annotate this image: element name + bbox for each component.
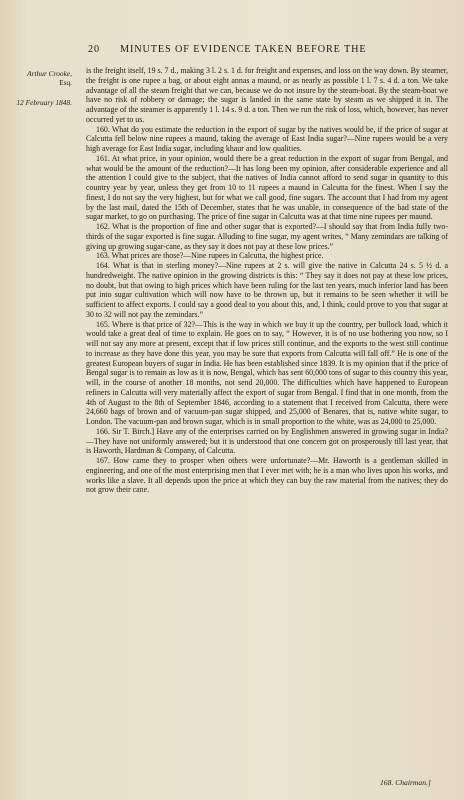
body-text (86, 66, 448, 495)
page-number: 20 (88, 44, 100, 55)
paragraph-166: 166. Sir T. Birch.] Have any of the enterprises carried on by Englishmen answered in growing sugar in India?—They have not uniformly answered; but it is understood that one concern got on prosperously till last year, that is Haworth, Hardman & Company, of Calcutta. (86, 426, 448, 456)
margin-witness-title: Esq. (59, 78, 72, 87)
margin-date: 12 February 1848. (16, 98, 72, 107)
paragraph-162: 162. What is the proportion of fine and other sugar that is exported?—I should say that from India fully two-thirds of the sugar exported is fine sugar. Alluding to fine sugar, my agent writes, “ Many zemindars are talking of giving up growing sugar-cane, as they say it does not pay at these low prices.” (86, 222, 448, 251)
paragraph-163: 163. What prices are those?—Nine rupees in Calcutta, the highest price. (96, 251, 324, 261)
paragraph-167: 167. How came they to prosper when others were unfortunate?—Mr. Haworth is a gentleman skilled in engineering, and one of the most enterprising men that I ever met with; he is a man who lives upon his works, and works like a slave. It all depends upon the price at which they can buy the raw material from the natives; they do not grow their cane. (86, 456, 448, 495)
paragraph-160: 160. What do you estimate the reduction in the export of sugar by the natives would be, if the price of sugar at Calcutta fell below nine rupees a maund, taking the average of East India sugar?—Nine rupees would be a very high average for East India sugar, including khaur and low qualities. (86, 124, 448, 153)
paragraph-165: 165. Where is that price of 32?—This is the way in which we buy it up the country, per bullock load, which it would take a great deal of time to explain. He goes on to say, “ However, it is of no use bothering you now, so I will not say any more at present, except that if low prices still continue, and the exports to the west still continue to increase as they have done this year, you may be sure that exports from Calcutta will fall off.” He is one of the greatest European buyers of sugar in India. He has been established since 1839. It is my opinion that if the price of Bengal sugar is to remain as low as it is now, Bengal, which has sent 60,000 tons of sugar to this country this year, will, in the course of another 18 months, not send 20,000. The difficulties which have happened to European refiners in Calcutta will very materially affect the export of sugar from Bengal. I find that in one month, from the 4th of August to the 8th of September 1846, according to a statement that I received from Calcutta, there were 24,660 bags of brown and of vacuum-pan sugar shipped, and 25,000 of Benares, that is, native white sugar, to London. The vacuum-pan and brown sugar, which is in small proportion to the white, was as 24,000 to 25,000. (86, 319, 448, 426)
catchword: 168. Chairman.] (380, 778, 431, 787)
page-header (0, 44, 464, 60)
paragraph-161: 161. At what price, in your opinion, would there be a great reduction in the export of sugar from Bengal, and what would be the amount of the reduction?—It has long been my opinion, after considerable experience and all the attention I could give to the subject, that the natives of India cannot afford to send sugar in quantity to this country year by year, unless they get from 10 to 11 rupees a maund in Calcutta for the finest. When I say the finest, I do not say the very highest, but for what we call good, fine sugars. The account that I had from my agent by the last mail, dated the 15th of December, states that he was unable, in consequence of the bad state of the sugar market, to go on purchasing. The price of fine sugar in Calcutta was at that time nine rupees per maund. (86, 153, 448, 222)
margin-witness-name: Arthur Crooke, (27, 69, 72, 78)
paragraph-164: 164. What is that in sterling money?—Nine rupees at 2 s. will give the native in Calcutta 24 s. 5 ½ d. a hundredweight. The native opinion in the growing districts is this: “ They say it does not pay at these low prices, no doubt, but that owing to high prices which have been ruling for the last ten years, much inferior land has been put into sugar cultivation which will now have to be thrown up, but it remains to be seen whether it will be sufficient to affect exports. I could say a good deal to you about this, and, I think, could prove to you that sugar at 30 to 32 will not pay the zemindars.” (86, 261, 448, 319)
running-title: MINUTES OF EVIDENCE TAKEN BEFORE THE (120, 44, 367, 55)
paragraph-continuation: is the freight itself, 19 s. 7 d., making 3 l. 2 s. 1 d. for freight and expenses, and loss on the way down. By steamer, the freight is one rupee a bag, or about eight annas a maund, or as nearly as possible 1 l. 7 s. 4 d. a ton. We take advantage of all the steam freight that we can, because we do not insure by the steam-boat. By the steam-boat we have no risk of robbery or damage; the sugar is landed in the same state by steam as we shipped it in. The advantage of the steamer is apparently 1 l. 14 s. 9 d. a ton. Then we run the risk of loss, which, however, has never occurred yet to us. (86, 66, 448, 124)
